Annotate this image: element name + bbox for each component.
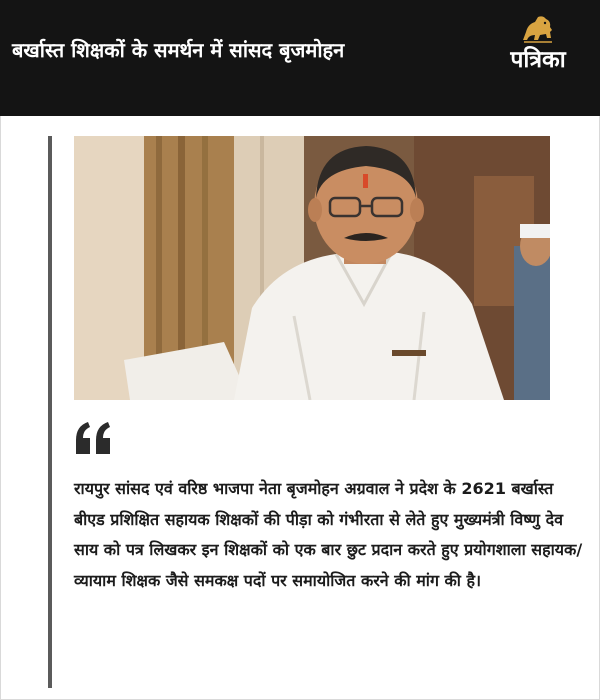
accent-bar — [48, 136, 52, 688]
portrait-illustration — [74, 136, 550, 400]
brand-name: पत्रिका — [510, 47, 566, 73]
lion-icon — [520, 14, 556, 44]
quote-open-icon — [72, 414, 116, 458]
header-bar — [0, 0, 600, 116]
brand-logo[interactable] — [492, 14, 584, 84]
portrait-photo — [74, 136, 550, 400]
quote-text: रायपुर सांसद एवं वरिष्ठ भाजपा नेता बृजमोहन अग्रवाल ने प्रदेश के 2621 बर्खास्त बीएड प्रशिक्षित सहायक शिक्षकों की पीड़ा को गंभीरता से लेते हुए मुख्यमंत्री विष्णु देव साय को पत्र लिखकर इन शिक्षकों को एक बार छुट प्रदान करते हुए प्रयोगशाला सहायक/ व्यायाम शिक्षक जैसे समकक्ष पदों पर समायोजित करने की मांग की है। — [74, 479, 583, 590]
headline: बर्खास्त शिक्षकों के समर्थन में सांसद बृजमोहन — [12, 38, 345, 62]
